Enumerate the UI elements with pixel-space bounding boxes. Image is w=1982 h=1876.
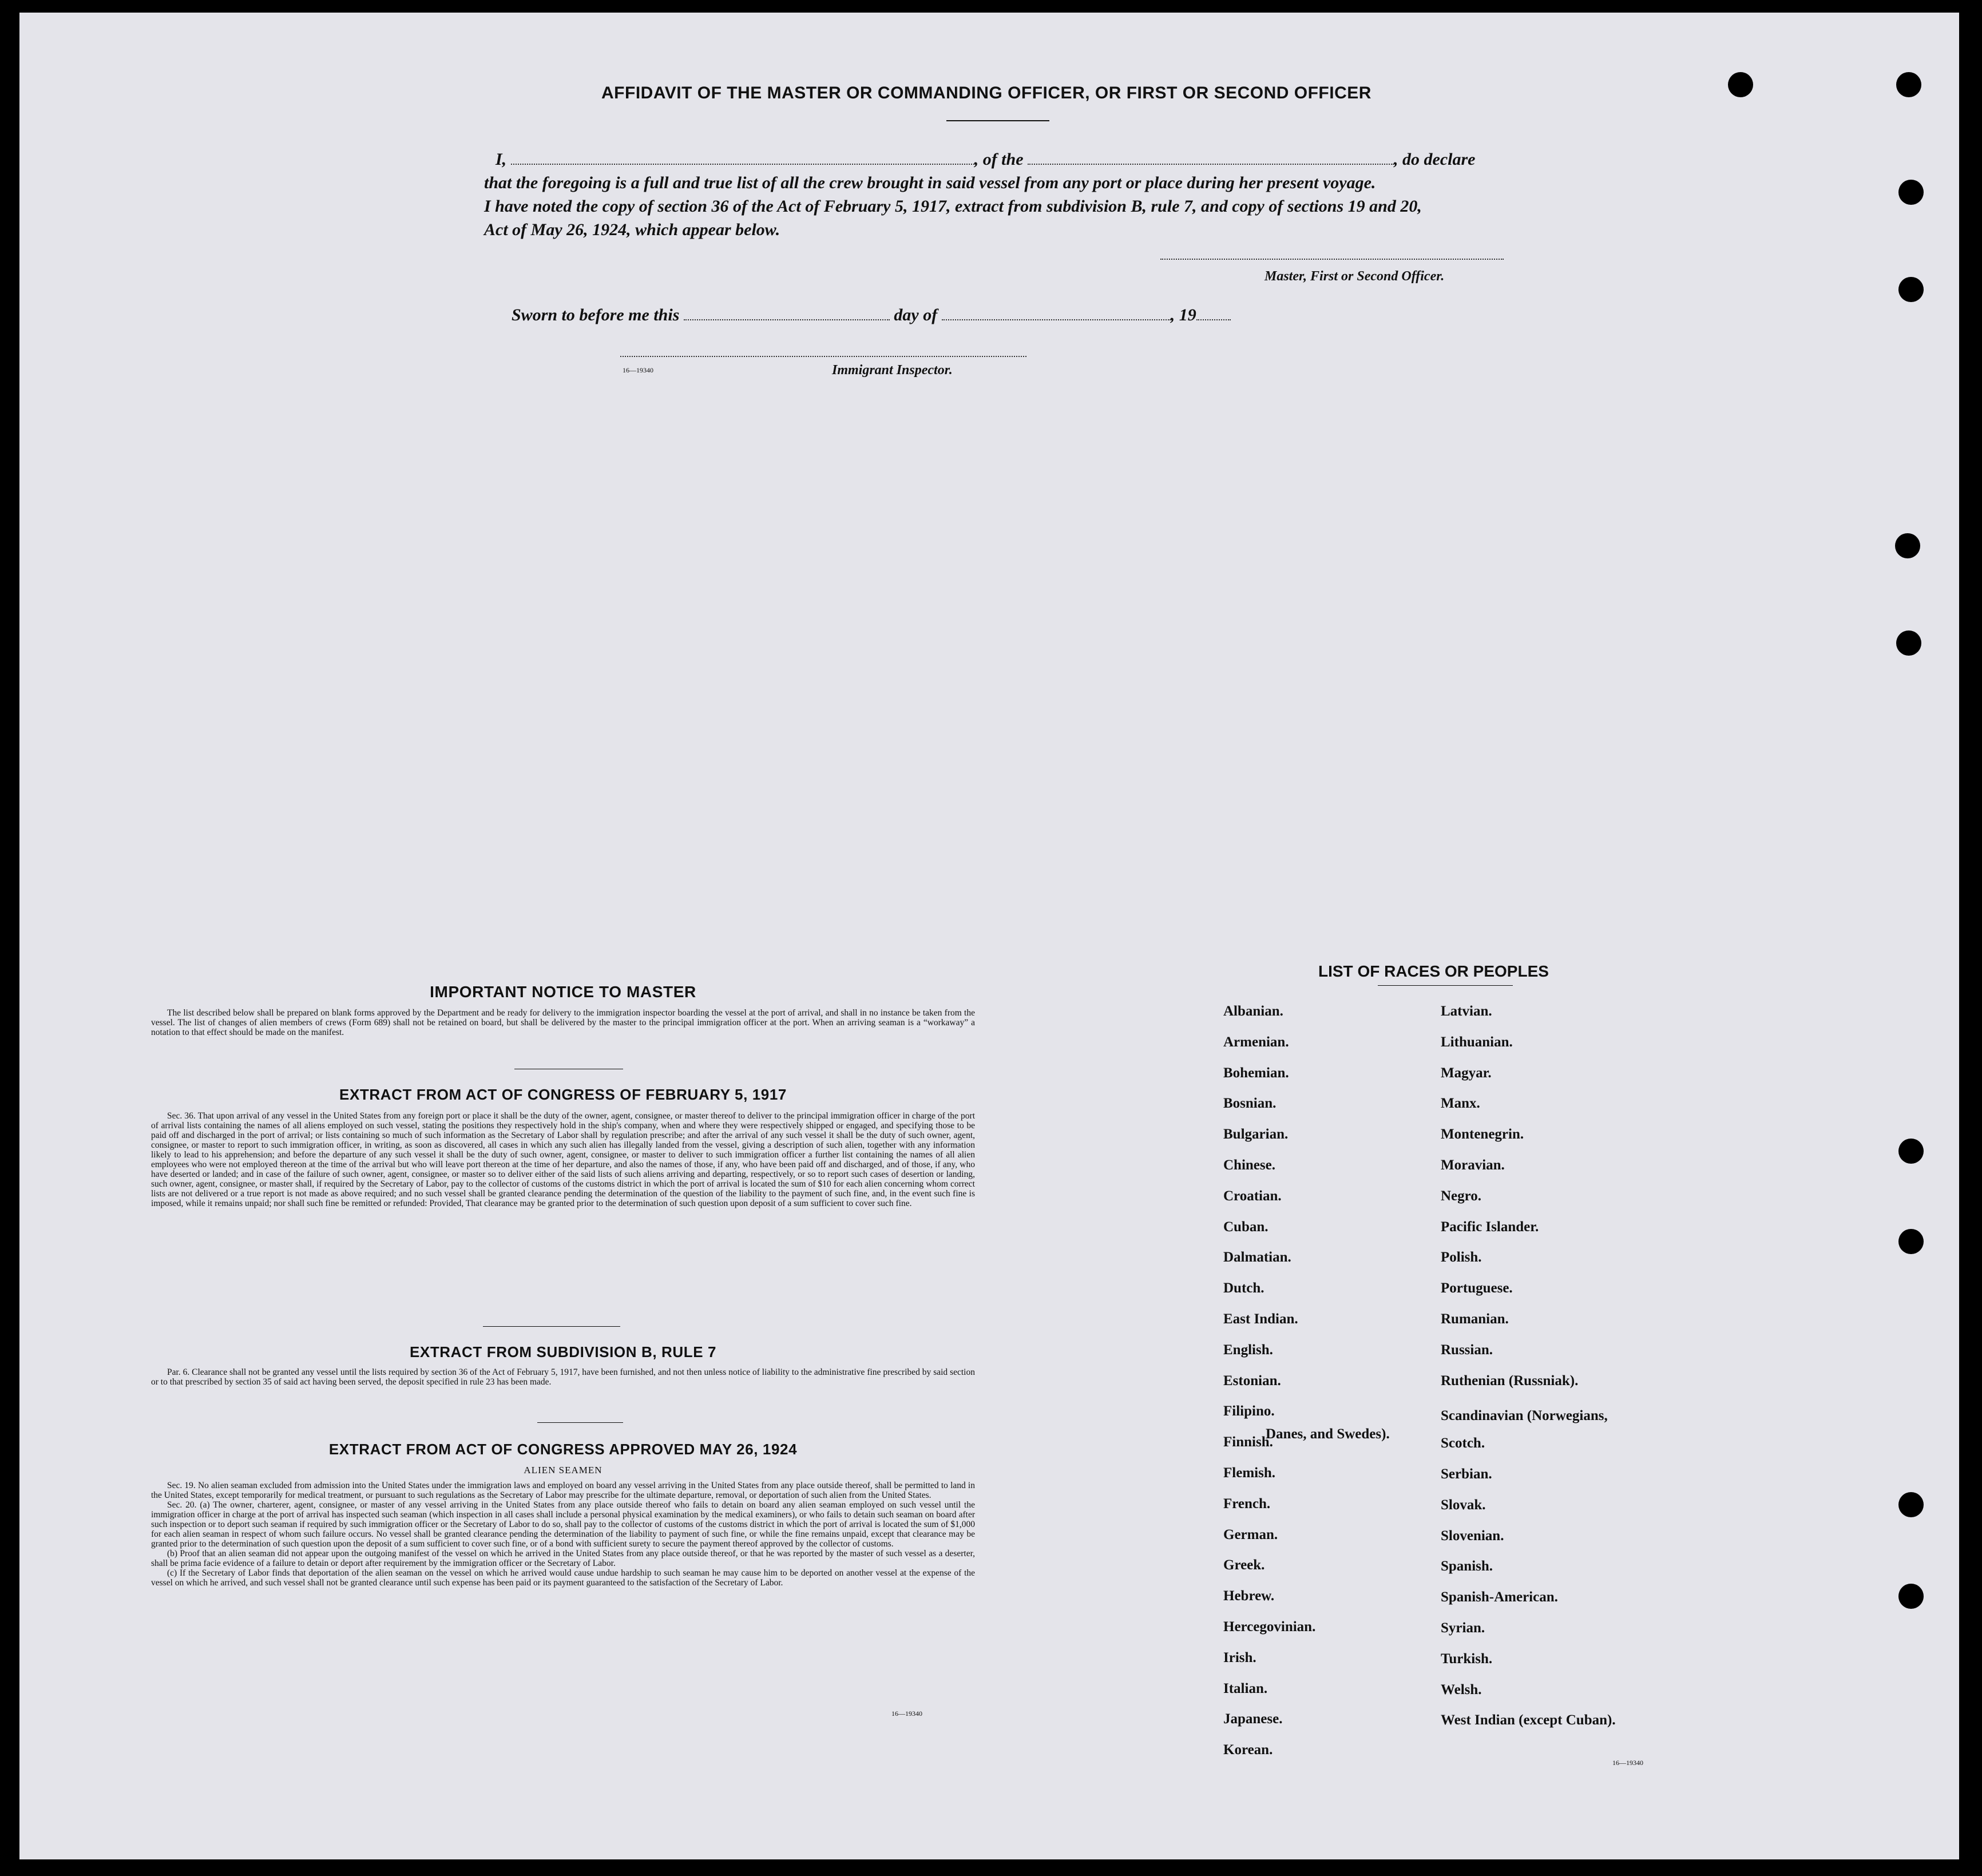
section-20b-paragraph: (b) Proof that an alien seaman did not appear upon the outgoing manifest of the vessel on which he arrived in the United States from any place outside thereof, or that he was reported by the master of such vessel as a deserter, shall be prima facie evidence of a failure to detain or deport after requirement by the immigration officer or the Secretary of Labor.	[151, 1549, 975, 1568]
race-item: Portuguese.	[1441, 1280, 1513, 1296]
race-item: Estonian.	[1223, 1373, 1281, 1389]
sworn-line	[512, 303, 1313, 327]
race-item: Scandinavian (Norwegians,	[1441, 1408, 1608, 1424]
punch-hole-7	[1898, 1139, 1924, 1164]
race-item: Spanish-American.	[1441, 1589, 1558, 1605]
race-item: Spanish.	[1441, 1558, 1493, 1574]
master-signature-blank[interactable]	[1160, 259, 1504, 260]
punch-hole-2	[1896, 72, 1921, 97]
races-title-underline	[1378, 985, 1513, 986]
declare-label: , do declare	[1394, 150, 1476, 169]
inspector-signature-blank[interactable]	[620, 356, 1026, 357]
extract-1917-body	[151, 1111, 975, 1208]
race-item: Bosnian.	[1223, 1096, 1277, 1112]
race-item: Polish.	[1441, 1250, 1482, 1266]
affidavit-title: AFFIDAVIT OF THE MASTER OR COMMANDING OFFICER, OR FIRST OR SECOND OFFICER	[601, 84, 1371, 102]
race-item: Hercegovinian.	[1223, 1619, 1316, 1635]
race-item: Montenegrin.	[1441, 1127, 1524, 1143]
extract-1924-title: EXTRACT FROM ACT OF CONGRESS APPROVED MAY 26, 1924	[328, 1441, 798, 1458]
inspector-label: Immigrant Inspector.	[832, 363, 953, 378]
race-item: Ruthenian (Russniak).	[1441, 1373, 1579, 1389]
race-item: Dalmatian.	[1223, 1250, 1291, 1266]
punch-hole-5	[1895, 533, 1920, 558]
race-item: Chinese.	[1223, 1157, 1275, 1173]
race-item: Magyar.	[1441, 1065, 1492, 1081]
race-item: West Indian (except Cuban).	[1441, 1712, 1616, 1728]
notice-paragraph: The list described below shall be prepared on blank forms approved by the Department and be ready for delivery to the immigration inspector boarding the vessel at the port of arrival, and shall in no instance be taken from the vessel. The list of changes of alien members of crews (Form 689) shall not be retained on board, but shall be delivered by the master to the principal immigration officer at the port. When an arriving seaman is a “workaway” a notation to that effect should be made on the manifest.	[151, 1008, 975, 1037]
vessel-name-blank[interactable]	[1028, 164, 1394, 165]
divider-2	[483, 1326, 620, 1327]
extract-1924-subtitle: ALIEN SEAMEN	[524, 1465, 602, 1476]
form-number-top: 16—19340	[623, 366, 653, 374]
race-item: Welsh.	[1441, 1681, 1482, 1697]
race-item: Latvian.	[1441, 1004, 1492, 1019]
race-item: Finnish.	[1223, 1434, 1273, 1450]
of-the-label: , of the	[974, 150, 1024, 169]
declaration-block	[484, 148, 1554, 241]
sworn-year-label: , 19	[1170, 306, 1196, 324]
race-item: Slovenian.	[1441, 1528, 1504, 1544]
form-number-bottom-left: 16—19340	[891, 1710, 922, 1718]
race-item: Turkish.	[1441, 1651, 1493, 1667]
race-item: Cuban.	[1223, 1219, 1269, 1235]
race-item: Korean.	[1223, 1742, 1273, 1758]
sworn-day-blank[interactable]	[684, 319, 890, 320]
race-item: English.	[1223, 1342, 1273, 1358]
race-item: Italian.	[1223, 1680, 1268, 1696]
punch-hole-9	[1898, 1492, 1924, 1517]
extract-rule7-title: EXTRACT FROM SUBDIVISION B, RULE 7	[409, 1343, 717, 1361]
race-item: Croatian.	[1223, 1188, 1282, 1204]
section-19-paragraph: Sec. 19. No alien seaman excluded from admission into the United States under the immigration laws and employed on board any vessel arriving in the United States from any place outside thereof, shall be permitted to land in the United States, except temporarily for medical treatment, or pursuant to such regulations as the Secretary of Labor may prescribe for the ultimate departure, removal, or deportation of such alien from the United States.	[151, 1481, 975, 1500]
race-item: Serbian.	[1441, 1466, 1492, 1482]
race-item: Negro.	[1441, 1188, 1482, 1204]
race-item: Bohemian.	[1223, 1065, 1289, 1081]
master-signature-label: Master, First or Second Officer.	[1264, 269, 1445, 284]
declaration-line-4: Act of May 26, 1924, which appear below.	[484, 220, 780, 239]
race-item: East Indian.	[1223, 1311, 1298, 1327]
title-underline	[946, 120, 1049, 121]
form-number-races: 16—19340	[1612, 1759, 1643, 1767]
race-item: French.	[1223, 1496, 1271, 1512]
race-item: Armenian.	[1223, 1034, 1289, 1050]
declaration-line-2: that the foregoing is a full and true list of all the crew brought in said vessel from any port or place during her present voyage.	[484, 173, 1376, 192]
notice-body	[151, 1008, 975, 1037]
extract-1924-body	[151, 1481, 975, 1588]
divider-3	[537, 1422, 623, 1423]
sworn-day-label: day of	[894, 306, 938, 324]
race-item: Filipino.	[1223, 1403, 1275, 1419]
race-item: Pacific Islander.	[1441, 1219, 1539, 1235]
extract-rule7-body	[151, 1367, 975, 1387]
punch-hole-6	[1896, 630, 1921, 656]
races-title: LIST OF RACES OR PEOPLES	[1318, 962, 1549, 980]
race-item: Rumanian.	[1441, 1311, 1509, 1327]
race-item: Greek.	[1223, 1557, 1265, 1573]
document-page	[19, 13, 1959, 1859]
extract-1917-title: EXTRACT FROM ACT OF CONGRESS OF FEBRUARY 5, 1917	[339, 1086, 787, 1103]
race-item: Bulgarian.	[1223, 1127, 1289, 1143]
race-item: German.	[1223, 1526, 1278, 1542]
punch-hole-10	[1898, 1584, 1924, 1609]
extract-1917-paragraph: Sec. 36. That upon arrival of any vessel in the United States from any foreign port or place it shall be the duty of the owner, agent, consignee, or master thereof to deliver to the principal immigration officer in charge of the port of arrival lists containing the names of all aliens employed on such vessel, stating the positions they respectively hold in the ship's company, when and where they were respectively shipped or engaged, and specifying those to be paid off and discharged in the port of arrival; or lists containing so much of such information as the Secretary of Labor shall by regulation prescribe; and after the arrival of any such vessel it shall be the duty of such owner, agent, consignee, or master to report to such immigration officer, in writing, as soon as discovered, all cases in which any such alien has illegally landed from the vessel, giving a description of such alien, together with any information likely to lead to his apprehension; and before the departure of any such vessel it shall be the duty of such owner, agent, consignee, or master to deliver to such immigration officer a further list containing the names of all alien employees who were not employed thereon at the time of the arrival but who will leave port thereon at the time of her departure, and also the names of those, if any, who have been paid off and discharged, and of those, if any, who have deserted or landed; and in case of the failure of such owner, agent, consignee, or master so to deliver either of the said lists of such aliens arriving and departing, respectively, or so to report such cases of desertion or landing, such owner, agent, consignee, or master shall, if required by the Secretary of Labor, pay to the collector of customs of the customs district in which the port of arrival is located the sum of $10 for each alien concerning whom correct lists are not delivered or a true report is not made as above required; and no such vessel shall be granted clearance pending the determination of the question of the liability to the payment of such fine, and, in the event such fine is imposed, while it remains unpaid; nor shall such fine be remitted or refunded: Provided, That clearance may be granted prior to the determination of such question upon deposit of a sum sufficient to cover such fine.	[151, 1111, 975, 1208]
race-item: Moravian.	[1441, 1157, 1505, 1173]
notice-title: IMPORTANT NOTICE TO MASTER	[430, 983, 696, 1001]
race-item: Russian.	[1441, 1342, 1493, 1358]
declarant-prefix: I,	[495, 150, 507, 169]
declaration-line-3: I have noted the copy of section 36 of the Act of February 5, 1917, extract from subdivision B, rule 7, and copy of sections 19 and 20,	[484, 197, 1422, 216]
race-item: Hebrew.	[1223, 1588, 1275, 1604]
punch-hole-3	[1898, 180, 1924, 205]
punch-hole-4	[1898, 277, 1924, 302]
section-20a-paragraph: Sec. 20. (a) The owner, charterer, agent, consignee, or master of any vessel arriving in the United States from any place outside thereof who fails to detain on board any alien seaman employed on such vessel until the immigration officer in charge at the port of arrival has inspected such seaman (which inspection in all cases shall include a personal physical examination by the medical examiners), or who fails to detain such seaman on board after such inspection or to deport such seaman if required by such immigration officer or the Secretary of Labor to do so, shall pay to the collector of customs of the customs district in which the port of arrival is located the sum of $1,000 for each alien seaman in respect of whom such failure occurs. No vessel shall be granted clearance pending the determination of the liability to payment of such fine, or while the fine remains unpaid, except that clearance may be granted prior to the determination of such question upon the deposit of a sum sufficient to cover such fine, or of a bond with sufficient surety to secure the payment thereof approved by the collector of customs.	[151, 1500, 975, 1549]
race-item: Lithuanian.	[1441, 1034, 1513, 1050]
punch-hole-8	[1898, 1229, 1924, 1254]
punch-hole-1	[1728, 72, 1753, 97]
sworn-month-blank[interactable]	[942, 319, 1171, 320]
race-item: Flemish.	[1223, 1465, 1275, 1481]
race-item: Danes, and Swedes).	[1266, 1426, 1390, 1442]
declaration-line-1	[484, 148, 1554, 171]
extract-rule7-paragraph: Par. 6. Clearance shall not be granted any vessel until the lists required by section 36 of the Act of February 5, 1917, have been furnished, and not then unless notice of liability to the administrative fine prescribed by said section or to that prescribed by section 35 of said act having been served, the deposit specified in rule 23 has been made.	[151, 1367, 975, 1387]
race-item: Manx.	[1441, 1096, 1480, 1112]
sworn-prefix: Sworn to before me this	[512, 306, 680, 324]
race-item: Scotch.	[1441, 1435, 1485, 1451]
race-item: Albanian.	[1223, 1004, 1283, 1019]
race-item: Dutch.	[1223, 1280, 1264, 1296]
section-20c-paragraph: (c) If the Secretary of Labor finds that deportation of the alien seaman on the vessel on which he arrived would cause undue hardship to such seaman he may cause him to be deported on another vessel at the expense of the vessel on which he arrived, and such vessel shall not be granted clearance until such expense has been paid or its payment guaranteed to the satisfaction of the Secretary of Labor.	[151, 1568, 975, 1588]
race-item: Irish.	[1223, 1649, 1256, 1665]
race-item: Slovak.	[1441, 1497, 1486, 1513]
declarant-name-blank[interactable]	[511, 164, 974, 165]
race-item: Japanese.	[1223, 1711, 1283, 1727]
sworn-year-blank[interactable]	[1196, 319, 1231, 320]
race-item: Syrian.	[1441, 1620, 1485, 1636]
